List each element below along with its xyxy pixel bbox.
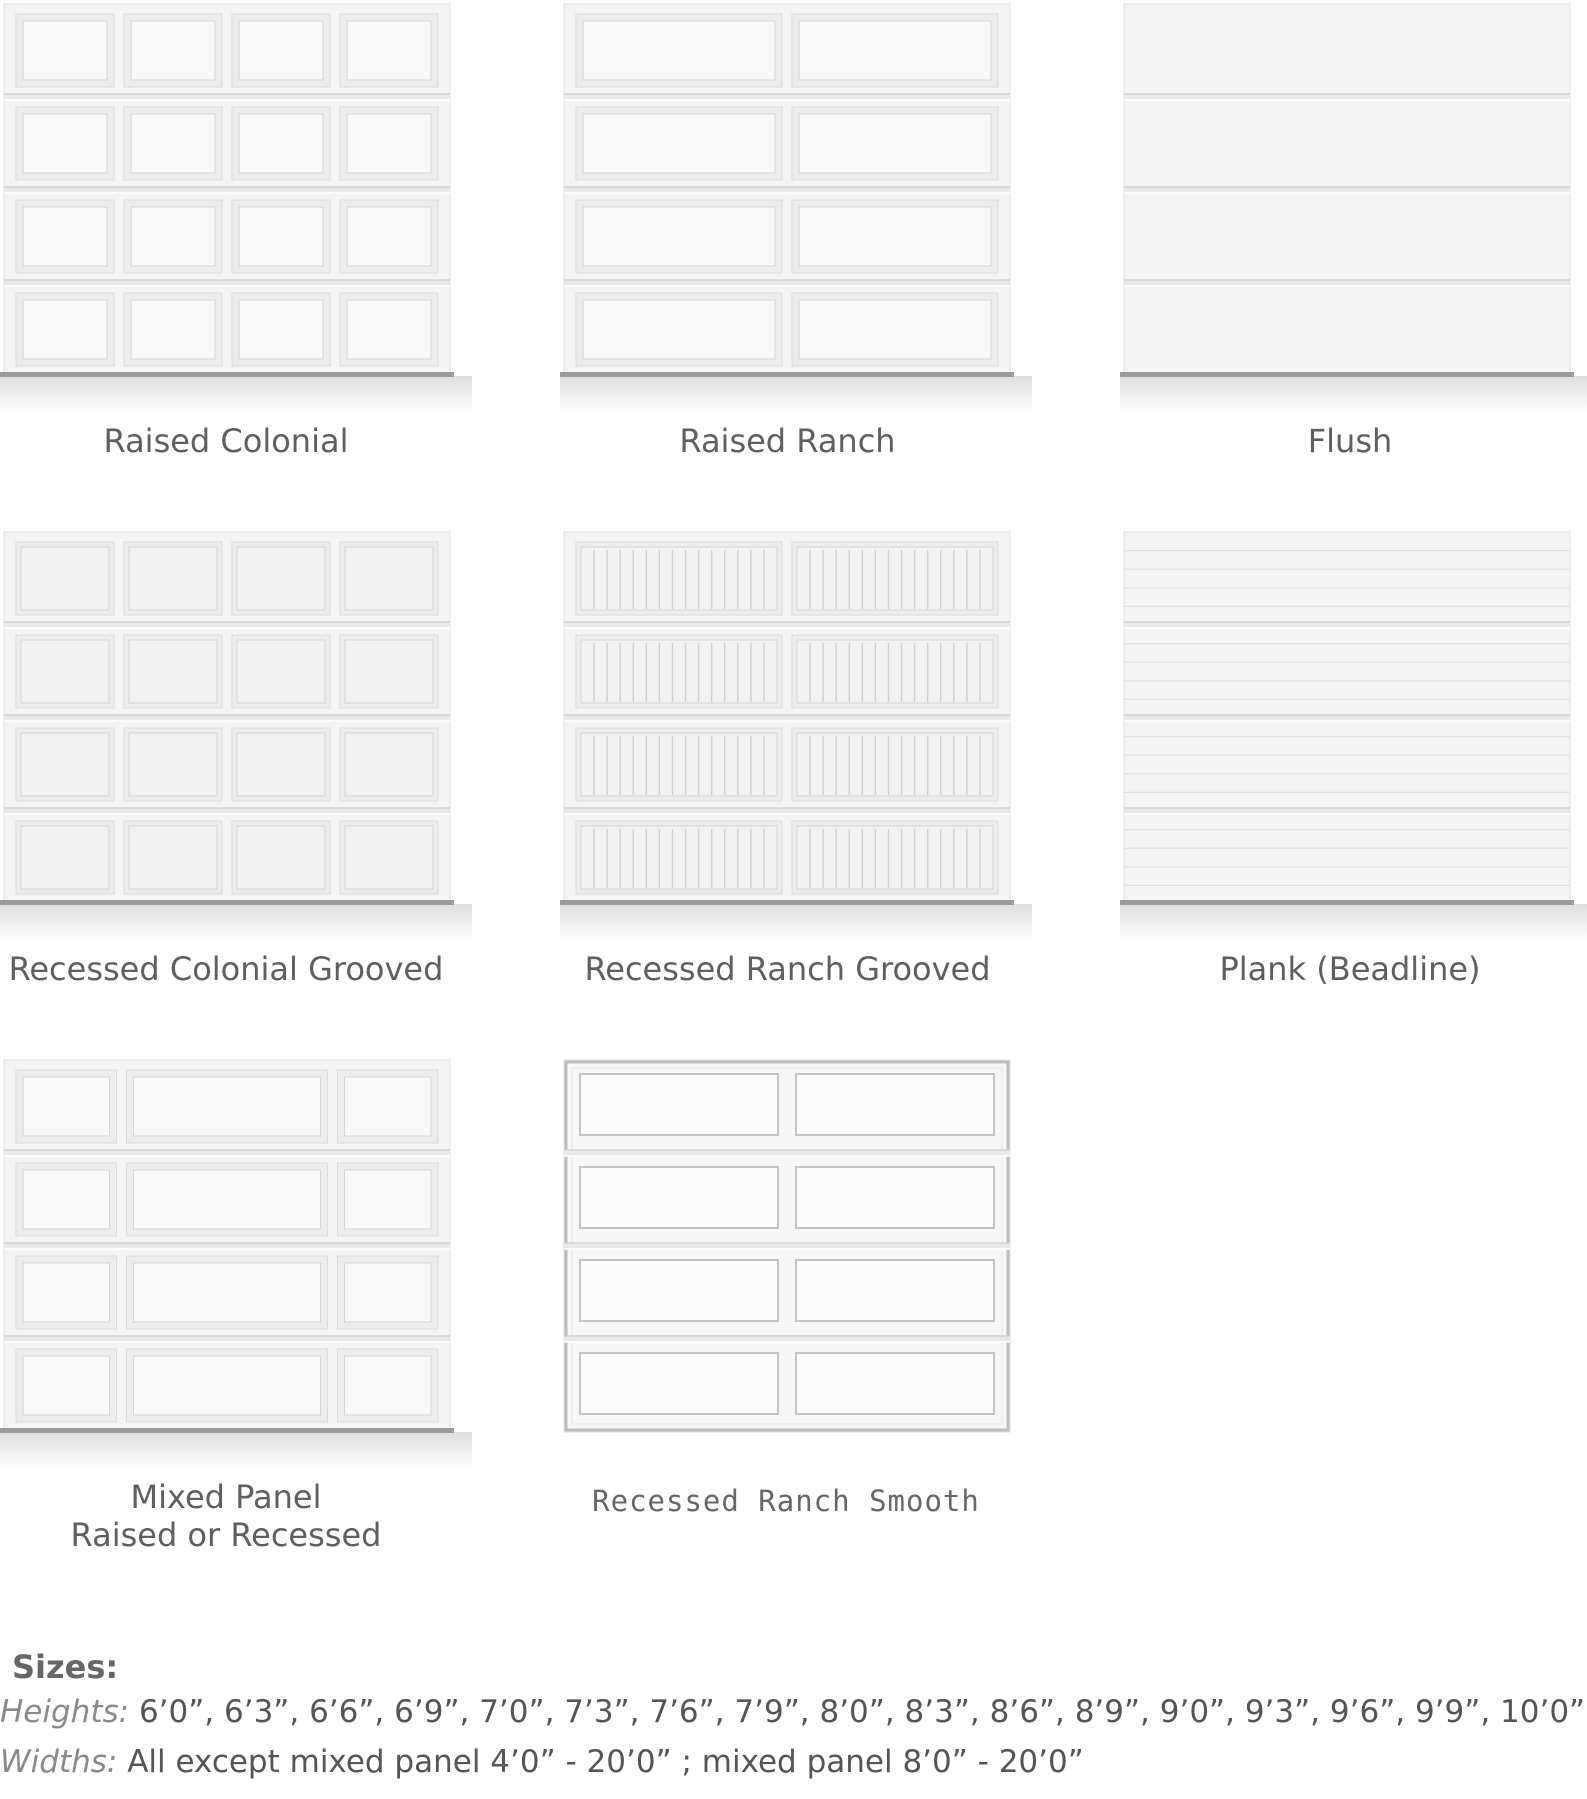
heights-value: 6’0”, 6’3”, 6’6”, 6’9”, 7’0”, 7’3”, 7’6”, 7’9”, 8’0”, 8’3”, 8’6”, 8’9”, 9’0”, 9’3”, 9’6”, 9’9”, 10’0” (138, 1694, 1586, 1730)
door-card-raised-colonial (0, 0, 460, 470)
door-label-line: Recessed Ranch Smooth (592, 1484, 980, 1518)
door-label-line: Raised or Recessed (70, 1516, 382, 1554)
door-label-recessed-colonial-grooved (0, 950, 452, 988)
door-card-mixed-panel (0, 1056, 460, 1566)
door-label-line: Recessed Ranch Grooved (584, 950, 991, 988)
door-card-plank-beadline (1120, 528, 1587, 998)
door-label-recessed-ranch-grooved (560, 950, 1015, 988)
door-label-plank-beadline (1120, 950, 1580, 988)
door-card-recessed-colonial-grooved (0, 528, 460, 998)
door-card-recessed-ranch-smooth (560, 1056, 1030, 1526)
door-label-recessed-ranch-smooth (560, 1482, 1012, 1520)
door-card-raised-ranch (560, 0, 1030, 470)
widths-line (0, 1742, 1084, 1782)
door-label-mixed-panel (0, 1478, 452, 1554)
door-image-mixed-panel (0, 1056, 460, 1471)
door-label-line: Recessed Colonial Grooved (8, 950, 444, 988)
door-image-raised-colonial (0, 0, 460, 415)
door-label-line: Plank (Beadline) (1219, 950, 1481, 988)
heights-label: Heights: (0, 1694, 130, 1730)
door-label-line: Flush (1307, 422, 1393, 460)
widths-label: Widths: (0, 1744, 118, 1780)
door-label-raised-ranch (560, 422, 1015, 460)
widths-value: All except mixed panel 4’0” - 20’0” ; mixed panel 8’0” - 20’0” (127, 1744, 1084, 1780)
door-card-recessed-ranch-grooved (560, 528, 1030, 998)
door-card-flush (1120, 0, 1587, 470)
door-label-line: Raised Colonial (103, 422, 349, 460)
door-label-raised-colonial (0, 422, 452, 460)
sizes-heading: Sizes: (12, 1648, 119, 1686)
door-image-recessed-colonial-grooved (0, 528, 460, 943)
door-label-flush (1120, 422, 1580, 460)
door-image-raised-ranch (560, 0, 1030, 415)
door-image-recessed-ranch-grooved (560, 528, 1030, 943)
door-label-line: Mixed Panel (130, 1478, 322, 1516)
heights-line (0, 1692, 1585, 1732)
door-label-line: Raised Ranch (679, 422, 896, 460)
door-image-recessed-ranch-smooth (560, 1056, 1030, 1471)
door-image-flush (1120, 0, 1587, 415)
door-image-plank-beadline (1120, 528, 1587, 943)
